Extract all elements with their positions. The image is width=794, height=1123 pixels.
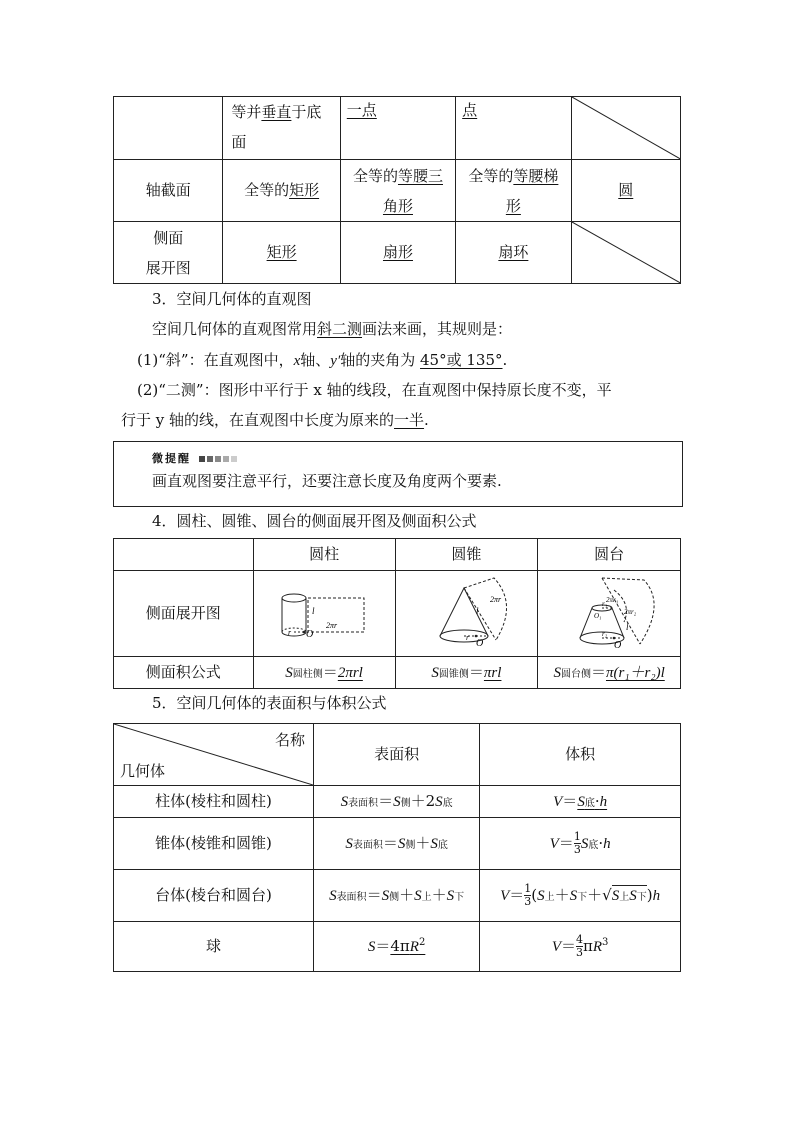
volume-formula: V＝ $\frac{1}{3}$ (S上＋S下＋√S上S下)h	[480, 870, 681, 922]
table-cell: 一点	[340, 97, 455, 160]
table-cell: 全等的等腰三 角形	[340, 160, 455, 222]
row-label: 侧面积公式	[114, 657, 254, 689]
table-cell: 点	[456, 97, 571, 160]
surface-volume-table	[113, 723, 681, 972]
r2-label: r₂	[602, 629, 608, 638]
section-heading: 3．空间几何体的直观图	[152, 290, 312, 308]
col-header: 体积	[480, 724, 681, 786]
o-label: O	[614, 639, 622, 651]
row-label: 轴截面	[114, 160, 223, 222]
col-header: 圆台	[538, 539, 681, 571]
surface-formula: S表面积＝S侧＋S上＋S下	[313, 870, 479, 922]
arc-label-r1: 2πr₁	[606, 595, 619, 604]
row-label: 台体(棱台和圆台)	[114, 870, 314, 922]
volume-formula: V＝S底·h	[480, 786, 681, 818]
row-label: 侧面 展开图	[114, 222, 223, 284]
slashed-cell	[571, 97, 680, 160]
table-cell	[114, 539, 254, 571]
o1-label: O₁	[594, 611, 602, 620]
cylinder-figure-cell	[253, 571, 395, 657]
slashed-cell	[571, 222, 680, 284]
section-heading: 4．圆柱、圆锥、圆台的侧面展开图及侧面积公式	[152, 512, 477, 530]
arc-label-r2: 2πr₂	[624, 607, 637, 616]
row-label: 柱体(棱柱和圆柱)	[114, 786, 314, 818]
volume-formula: V＝ $\frac{1}{3}$ S底·h	[480, 818, 681, 870]
l-label: l	[476, 605, 479, 616]
volume-formula: V＝ $\frac{4}{3}$ $\pi R^3$	[480, 922, 681, 972]
corner-bottom-label: 几何体	[120, 761, 166, 780]
tip-text: 画直观图要注意平行，还要注意长度及角度两个要素.	[152, 472, 502, 490]
tip-box	[113, 441, 683, 507]
cylinder-unfold-figure	[274, 584, 374, 644]
paragraph: 空间几何体的直观图常用斜二测画法来画，其规则是：	[152, 320, 513, 338]
formula-cell: S圆台侧＝π(r₁＋r₂)l	[538, 657, 681, 689]
surface-formula: S表面积＝S侧＋2S底	[313, 786, 479, 818]
table-cell: 圆	[571, 160, 680, 222]
formula-cell: S圆柱侧＝2πrl	[253, 657, 395, 689]
row-label: 球	[114, 922, 314, 972]
formula-cell: S圆锥侧＝πrl	[395, 657, 538, 689]
surface-formula: $S=4\pi R^2$	[313, 922, 479, 972]
r1-label: r₁	[602, 599, 608, 608]
paragraph: (1)“斜”：在直观图中，x轴、y′轴的夹角为 45°或 135°.	[137, 351, 508, 369]
o-label: O	[306, 628, 314, 640]
col-header: 圆柱	[253, 539, 395, 571]
r-label: r	[288, 627, 292, 637]
header-corner-cell	[114, 724, 314, 786]
corner-top-label: 名称	[274, 731, 305, 749]
o-label: O	[476, 637, 484, 649]
frustum-figure-cell	[538, 571, 681, 657]
table-cell: 全等的矩形	[223, 160, 340, 222]
r-label: r	[466, 632, 470, 642]
table-cell: 矩形	[223, 222, 340, 284]
paragraph: (2)“二测”：图形中平行于 x 轴的线段，在直观图中保持原长度不变，平	[137, 381, 612, 399]
section-heading: 5．空间几何体的表面积与体积公式	[152, 694, 387, 712]
table-cell: 扇环	[456, 222, 571, 284]
l-label: l	[626, 621, 629, 632]
l-label: l	[312, 605, 315, 616]
table-cell: 扇形	[340, 222, 455, 284]
circumference-label: 2πr	[326, 620, 338, 630]
tip-label: 微提醒	[152, 450, 237, 466]
table-cell: 全等的等腰梯 形	[456, 160, 571, 222]
lateral-area-table	[113, 538, 681, 689]
surface-formula: S表面积＝S侧＋S底	[313, 818, 479, 870]
table-cell: 等并垂直于底 面	[223, 97, 340, 160]
col-header: 表面积	[313, 724, 479, 786]
row-label: 侧面展开图	[114, 571, 254, 657]
cone-unfold-figure	[406, 574, 526, 654]
row-label: 锥体(棱锥和圆锥)	[114, 818, 314, 870]
col-header: 圆锥	[395, 539, 538, 571]
cone-figure-cell	[395, 571, 538, 657]
arc-label: 2πr	[490, 594, 502, 604]
paragraph: 行于 y 轴的线，在直观图中长度为原来的一半.	[121, 411, 429, 429]
frustum-unfold-figure	[544, 574, 674, 654]
solids-table	[113, 96, 681, 284]
table-cell	[114, 97, 223, 160]
